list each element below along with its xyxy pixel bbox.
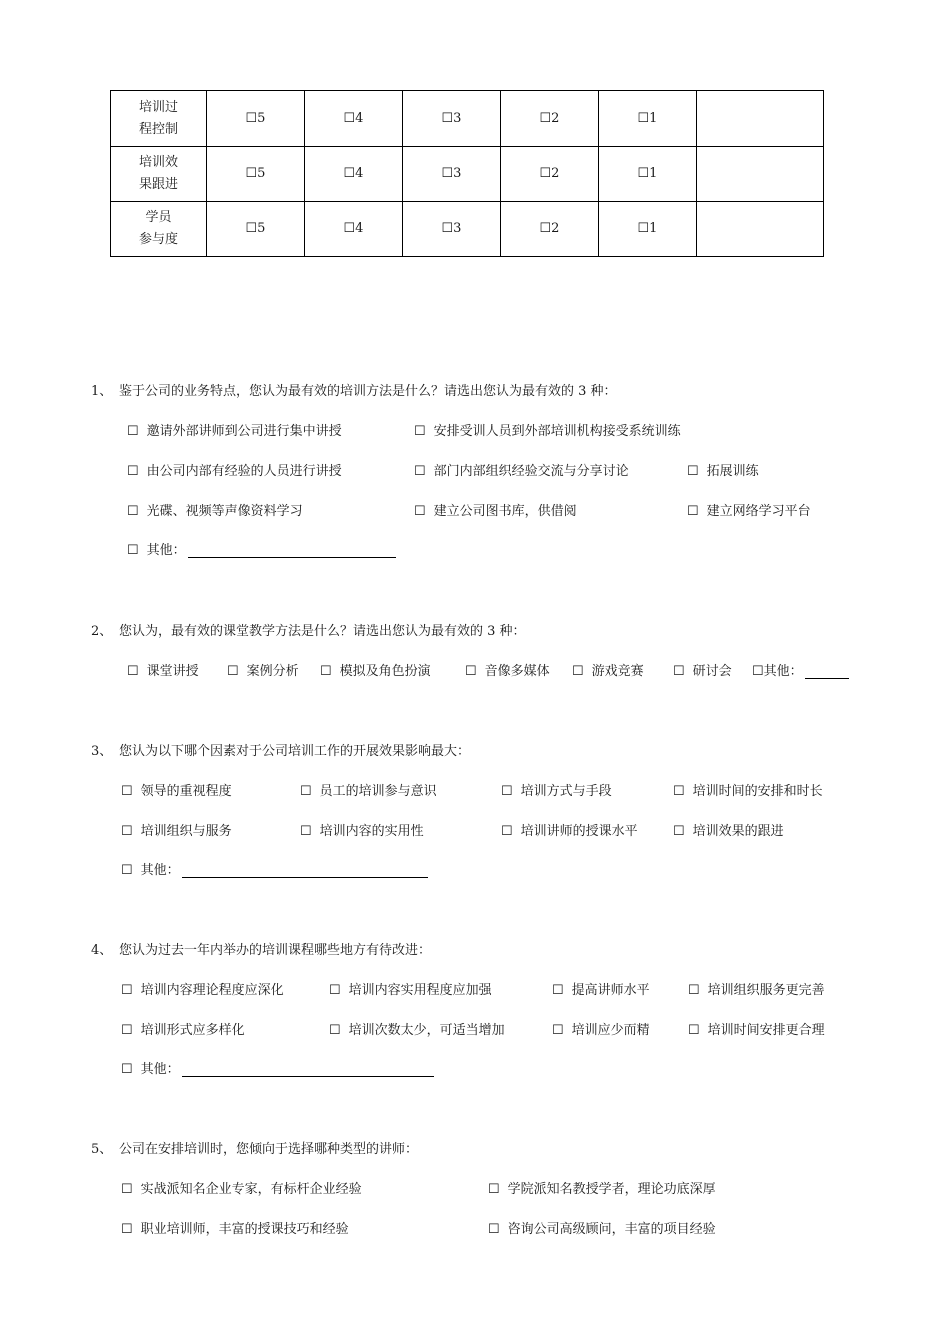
option-checkbox[interactable]: ☐ 音像多媒体 xyxy=(465,664,550,679)
question-5 xyxy=(91,1138,418,1157)
option-checkbox[interactable]: ☐ 员工的培训参与意识 xyxy=(300,784,437,799)
option-checkbox[interactable]: ☐ 游戏竞赛 xyxy=(572,664,644,679)
checkbox-icon[interactable]: ☐ xyxy=(414,504,426,519)
checkbox-icon[interactable]: ☐ xyxy=(687,504,699,519)
option-checkbox[interactable]: ☐ 培训时间的安排和时长 xyxy=(673,784,823,799)
option-checkbox[interactable]: ☐ 邀请外部讲师到公司进行集中讲授 xyxy=(127,424,342,439)
option-checkbox[interactable]: ☐ 模拟及角色扮演 xyxy=(320,664,431,679)
option-checkbox[interactable]: ☐ 拓展训练 xyxy=(687,464,759,479)
option-checkbox[interactable]: ☐ 培训内容的实用性 xyxy=(300,824,424,839)
option-checkbox[interactable]: ☐其他： xyxy=(752,660,849,679)
checkbox-icon[interactable]: ☐ xyxy=(465,664,477,679)
option-checkbox[interactable]: ☐ 培训方式与手段 xyxy=(501,784,612,799)
question-text: 您认为以下哪个因素对于公司培训工作的开展效果影响最大： xyxy=(119,744,471,759)
score-3-checkbox[interactable]: ☐3 xyxy=(403,202,501,257)
checkbox-icon[interactable]: ☐ xyxy=(121,983,133,998)
option-checkbox[interactable]: ☐ 培训讲师的授课水平 xyxy=(501,824,638,839)
score-3-checkbox[interactable]: ☐3 xyxy=(403,147,501,202)
question-number: 4、 xyxy=(91,943,113,958)
option-checkbox[interactable]: ☐ 建立网络学习平台 xyxy=(687,504,811,519)
rating-table xyxy=(110,90,824,257)
checkbox-icon[interactable]: ☐ xyxy=(688,983,700,998)
score-2-checkbox[interactable]: ☐2 xyxy=(501,147,599,202)
option-checkbox[interactable]: ☐ 培训应少而精 xyxy=(552,1023,650,1038)
row-label: 学员 参与度 xyxy=(111,202,207,257)
table-row xyxy=(111,202,824,257)
option-checkbox[interactable]: ☐ 其他： xyxy=(121,1058,434,1077)
table-row xyxy=(111,91,824,147)
question-text: 您认为，最有效的课堂教学方法是什么？请选出您认为最有效的 3 种： xyxy=(119,624,526,639)
score-2-checkbox[interactable]: ☐2 xyxy=(501,91,599,147)
option-checkbox[interactable]: ☐ 安排受训人员到外部培训机构接受系统训练 xyxy=(414,424,681,439)
table-row xyxy=(111,147,824,202)
checkbox-icon[interactable]: ☐ xyxy=(501,824,513,839)
option-checkbox[interactable]: ☐ 培训次数太少，可适当增加 xyxy=(329,1023,505,1038)
checkbox-icon[interactable]: ☐ xyxy=(121,784,133,799)
checkbox-icon[interactable]: ☐ xyxy=(300,784,312,799)
score-5-checkbox[interactable]: ☐5 xyxy=(207,147,305,202)
checkbox-icon[interactable]: ☐ xyxy=(688,1023,700,1038)
option-checkbox[interactable]: ☐ 领导的重视程度 xyxy=(121,784,232,799)
checkbox-icon[interactable]: ☐ xyxy=(121,1182,133,1197)
row-label: 培训过 程控制 xyxy=(111,91,207,147)
question-number: 2、 xyxy=(91,624,113,639)
score-3-checkbox[interactable]: ☐3 xyxy=(403,91,501,147)
checkbox-icon[interactable]: ☐ xyxy=(414,424,426,439)
checkbox-icon[interactable]: ☐ xyxy=(501,784,513,799)
checkbox-icon[interactable]: ☐ xyxy=(329,1023,341,1038)
checkbox-icon[interactable]: ☐ xyxy=(752,664,764,679)
checkbox-icon[interactable]: ☐ xyxy=(673,784,685,799)
checkbox-icon[interactable]: ☐ xyxy=(552,983,564,998)
question-number: 5、 xyxy=(91,1142,113,1157)
option-checkbox[interactable]: ☐ 案例分析 xyxy=(227,664,299,679)
other-input-line[interactable] xyxy=(805,664,849,679)
question-number: 1、 xyxy=(91,384,113,399)
option-checkbox[interactable]: ☐ 光碟、视频等声像资料学习 xyxy=(127,504,303,519)
option-checkbox[interactable]: ☐ 部门内部组织经验交流与分享讨论 xyxy=(414,464,629,479)
option-checkbox[interactable]: ☐ 学院派知名教授学者，理论功底深厚 xyxy=(488,1182,716,1197)
score-1-checkbox[interactable]: ☐1 xyxy=(599,202,697,257)
option-checkbox[interactable]: ☐ 其他： xyxy=(127,539,396,558)
checkbox-icon[interactable]: ☐ xyxy=(121,1023,133,1038)
checkbox-icon[interactable]: ☐ xyxy=(414,464,426,479)
checkbox-icon[interactable]: ☐ xyxy=(552,1023,564,1038)
score-5-checkbox[interactable]: ☐5 xyxy=(207,202,305,257)
other-input-line[interactable] xyxy=(182,1062,434,1077)
checkbox-icon[interactable]: ☐ xyxy=(127,464,139,479)
checkbox-icon[interactable]: ☐ xyxy=(488,1182,500,1197)
option-checkbox[interactable]: ☐ 其他： xyxy=(121,859,428,878)
question-1 xyxy=(91,380,617,399)
score-5-checkbox[interactable]: ☐5 xyxy=(207,91,305,147)
option-checkbox[interactable]: ☐ 研讨会 xyxy=(673,664,732,679)
score-4-checkbox[interactable]: ☐4 xyxy=(305,147,403,202)
checkbox-icon[interactable]: ☐ xyxy=(121,1222,133,1237)
option-checkbox[interactable]: ☐ 培训效果的跟进 xyxy=(673,824,784,839)
question-3 xyxy=(91,740,470,759)
question-number: 3、 xyxy=(91,744,113,759)
checkbox-icon[interactable]: ☐ xyxy=(572,664,584,679)
checkbox-icon[interactable]: ☐ xyxy=(300,824,312,839)
score-1-checkbox[interactable]: ☐1 xyxy=(599,147,697,202)
question-text: 您认为过去一年内举办的培训课程哪些地方有待改进： xyxy=(119,943,432,958)
comment-cell[interactable] xyxy=(697,202,824,257)
other-input-line[interactable] xyxy=(182,863,428,878)
checkbox-icon[interactable]: ☐ xyxy=(329,983,341,998)
question-4 xyxy=(91,939,431,958)
checkbox-icon[interactable]: ☐ xyxy=(121,824,133,839)
option-checkbox[interactable]: ☐ 咨询公司高级顾问，丰富的项目经验 xyxy=(488,1222,716,1237)
option-checkbox[interactable]: ☐ 建立公司图书库，供借阅 xyxy=(414,504,577,519)
checkbox-icon[interactable]: ☐ xyxy=(673,824,685,839)
comment-cell[interactable] xyxy=(697,147,824,202)
score-1-checkbox[interactable]: ☐1 xyxy=(599,91,697,147)
option-checkbox[interactable]: ☐ 课堂讲授 xyxy=(127,664,199,679)
checkbox-icon[interactable]: ☐ xyxy=(673,664,685,679)
question-text: 鉴于公司的业务特点，您认为最有效的培训方法是什么？请选出您认为最有效的 3 种： xyxy=(119,384,617,399)
checkbox-icon[interactable]: ☐ xyxy=(121,863,133,878)
checkbox-icon[interactable]: ☐ xyxy=(127,664,139,679)
score-4-checkbox[interactable]: ☐4 xyxy=(305,202,403,257)
option-checkbox[interactable]: ☐ 职业培训师，丰富的授课技巧和经验 xyxy=(121,1222,349,1237)
checkbox-icon[interactable]: ☐ xyxy=(127,504,139,519)
question-text: 公司在安排培训时，您倾向于选择哪种类型的讲师： xyxy=(119,1142,419,1157)
option-checkbox[interactable]: ☐ 培训时间安排更合理 xyxy=(688,1023,825,1038)
checkbox-icon[interactable]: ☐ xyxy=(127,543,139,558)
question-2 xyxy=(91,620,526,639)
checkbox-icon[interactable]: ☐ xyxy=(687,464,699,479)
checkbox-icon[interactable]: ☐ xyxy=(127,424,139,439)
checkbox-icon[interactable]: ☐ xyxy=(121,1062,133,1077)
option-checkbox[interactable]: ☐ 实战派知名企业专家，有标杆企业经验 xyxy=(121,1182,362,1197)
option-checkbox[interactable]: ☐ 培训内容实用程度应加强 xyxy=(329,983,492,998)
checkbox-icon[interactable]: ☐ xyxy=(488,1222,500,1237)
comment-cell[interactable] xyxy=(697,91,824,147)
option-checkbox[interactable]: ☐ 培训形式应多样化 xyxy=(121,1023,245,1038)
score-2-checkbox[interactable]: ☐2 xyxy=(501,202,599,257)
option-checkbox[interactable]: ☐ 提高讲师水平 xyxy=(552,983,650,998)
checkbox-icon[interactable]: ☐ xyxy=(227,664,239,679)
option-checkbox[interactable]: ☐ 由公司内部有经验的人员进行讲授 xyxy=(127,464,342,479)
other-input-line[interactable] xyxy=(188,543,396,558)
row-label: 培训效 果跟进 xyxy=(111,147,207,202)
option-checkbox[interactable]: ☐ 培训内容理论程度应深化 xyxy=(121,983,284,998)
checkbox-icon[interactable]: ☐ xyxy=(320,664,332,679)
option-checkbox[interactable]: ☐ 培训组织与服务 xyxy=(121,824,232,839)
score-4-checkbox[interactable]: ☐4 xyxy=(305,91,403,147)
option-checkbox[interactable]: ☐ 培训组织服务更完善 xyxy=(688,983,825,998)
